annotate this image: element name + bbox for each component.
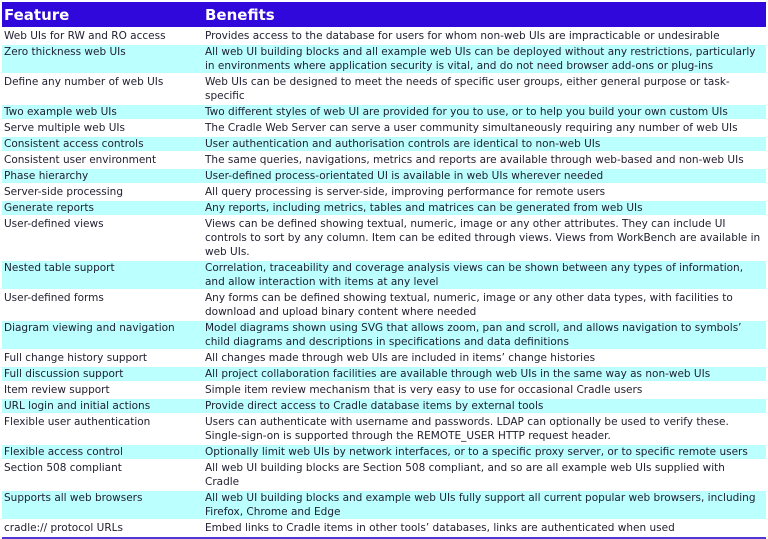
benefit-cell: Model diagrams shown using SVG that allows zoom, pan and scroll, and allows navigation to symbols’ child diagrams and descriptions in specifications and data definitions [205,322,742,348]
benefit-cell: All changes made through web UIs are included in items’ change histories [205,352,596,364]
table-row [2,201,766,215]
feature-cell: Phase hierarchy [4,170,89,182]
table-row [2,291,766,319]
benefit-cell: Any forms can be defined showing textual, numeric, image or any other data types, with facilities to download and upload binary content where needed [205,292,733,318]
benefit-cell: Correlation, traceability and coverage analysis views can be shown between any types of information, and allow interaction with items at any level [205,262,744,288]
feature-cell: User-defined forms [4,292,104,304]
benefit-cell: Provides access to the database for users for whom non-web UIs are impracticable or undesirable [205,30,720,42]
table-row [2,415,766,443]
feature-cell: cradle:// protocol URLs [4,522,123,534]
benefit-cell: Web UIs can be designed to meet the needs of specific user groups, either general purpose or task-specific [205,76,730,102]
feature-cell: Consistent user environment [4,154,157,166]
feature-cell: Two example web UIs [4,106,117,118]
benefit-cell: All web UI building blocks are Section 508 compliant, and so are all example web UIs supplied with Cradle [205,462,725,488]
table-row [2,367,766,381]
table-row [2,491,766,519]
table-row [2,105,766,119]
table-row [2,29,766,43]
benefit-cell: Embed links to Cradle items in other tools’ databases, links are authenticated when used [205,522,675,534]
table-row [2,321,766,349]
feature-cell: Nested table support [4,262,115,274]
benefit-cell: The Cradle Web Server can serve a user community simultaneously requiring any number of web UIs [205,122,738,134]
benefit-cell: All project collaboration facilities are available through web UIs in the same way as non-web UIs [205,368,711,380]
benefit-cell: All web UI building blocks and all example web UIs can be deployed without any restrictions, particularly in environments where application security is vital, and do not need browser add-ons or plug-ins [205,46,756,72]
benefit-cell: All web UI building blocks and example web UIs fully support all current popular web browsers, including Firefox, Chrome and Edge [205,492,756,518]
feature-cell: User-defined views [4,218,104,230]
table-row [2,169,766,183]
feature-cell: Diagram viewing and navigation [4,322,175,334]
feature-cell: URL login and initial actions [4,400,151,412]
benefit-cell: Two different styles of web UI are provided for you to use, or to help you build your own custom UIs [205,106,728,118]
feature-cell: Flexible user authentication [4,416,151,428]
table-row [2,351,766,365]
feature-column-header: Feature [4,5,70,24]
table-row [2,75,766,103]
benefit-cell: User authentication and authorisation controls are identical to non-web UIs [205,138,601,150]
benefit-cell: Provide direct access to Cradle database items by external tools [205,400,544,412]
feature-cell: Serve multiple web UIs [4,122,125,134]
table-row [2,461,766,489]
table-row [2,399,766,413]
feature-cell: Flexible access control [4,446,123,458]
benefit-cell: Simple item review mechanism that is very easy to use for occasional Cradle users [205,384,643,396]
benefit-cell: Users can authenticate with username and passwords. LDAP can optionally be used to verify these. Single-sign-on is supported through the REMOTE_USER HTTP request header. [205,416,729,442]
benefit-cell: User-defined process-orientated UI is available in web UIs wherever needed [205,170,604,182]
feature-cell: Generate reports [4,202,94,214]
feature-cell: Server-side processing [4,186,123,198]
benefit-cell: All query processing is server-side, improving performance for remote users [205,186,606,198]
table-body [2,29,766,535]
table-row [2,521,766,535]
feature-cell: Full discussion support [4,368,124,380]
benefit-cell: Any reports, including metrics, tables and matrices can be generated from web UIs [205,202,643,214]
table-row [2,121,766,135]
table-row [2,445,766,459]
benefit-cell: Views can be defined showing textual, numeric, image or any other attributes. They can include UI controls to sort by any column. Item can be edited through views. Views from WorkBench are available in web UIs. [205,218,761,258]
feature-cell: Item review support [4,384,110,396]
table-row [2,185,766,199]
table-row [2,153,766,167]
feature-cell: Full change history support [4,352,148,364]
feature-cell: Section 508 compliant [4,462,122,474]
feature-cell: Supports all web browsers [4,492,143,504]
table-row [2,137,766,151]
feature-cell: Consistent access controls [4,138,144,150]
table-row [2,261,766,289]
table-row [2,217,766,259]
benefits-column-header: Benefits [205,5,275,24]
feature-cell: Web UIs for RW and RO access [4,30,166,42]
feature-cell: Define any number of web UIs [4,76,164,88]
benefit-cell: The same queries, navigations, metrics and reports are available through web-based and non-web UIs [205,154,744,166]
table-header-row [2,2,766,27]
benefit-cell: Optionally limit web UIs by network interfaces, or to a specific proxy server, or to specific remote users [205,446,748,458]
table-row [2,383,766,397]
feature-cell: Zero thickness web UIs [4,46,126,58]
table-row [2,45,766,73]
